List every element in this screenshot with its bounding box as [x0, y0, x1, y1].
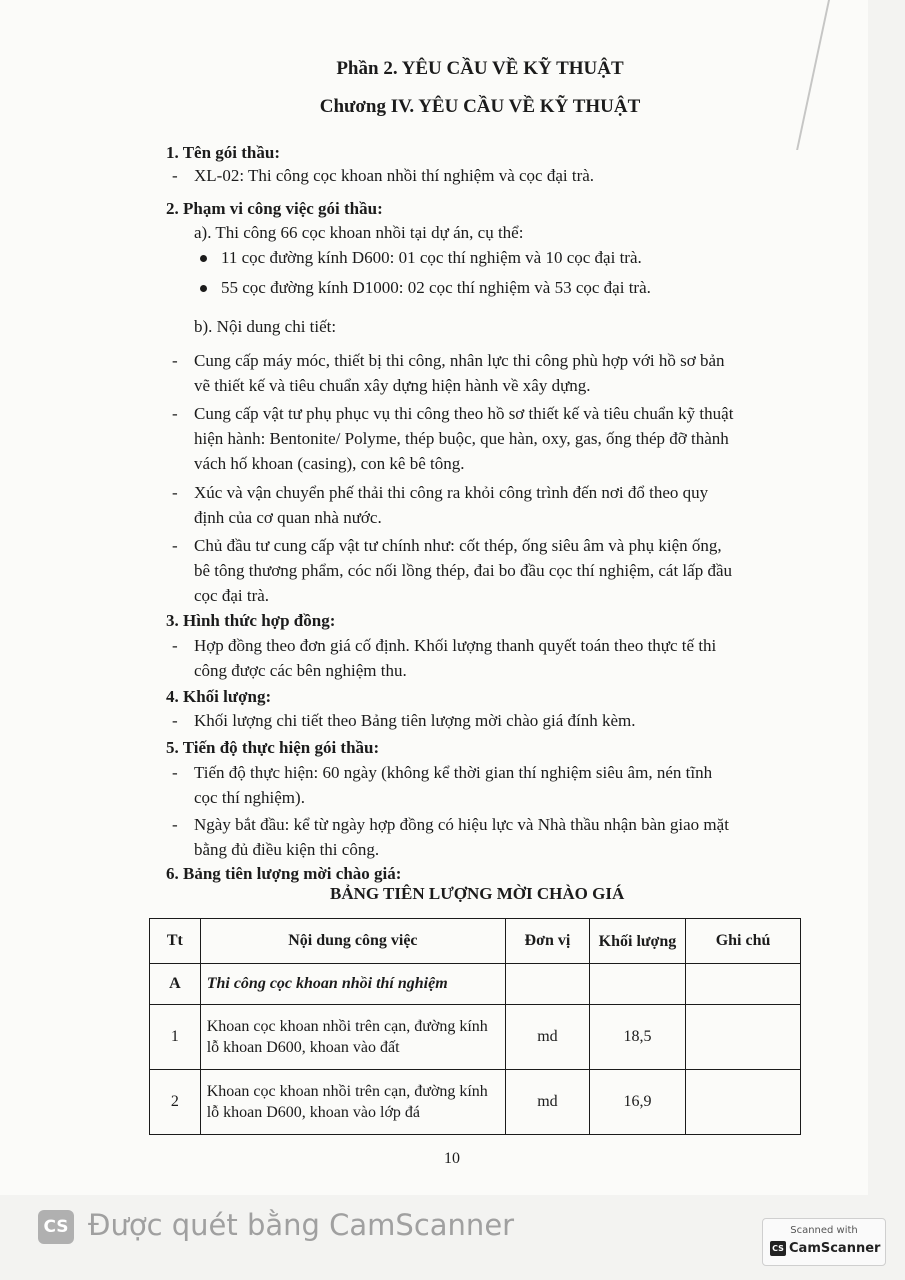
row-qty: 16,9: [589, 1070, 685, 1135]
table-row: [150, 1070, 801, 1135]
section-2-heading: 2. Phạm vi công việc gói thầu:: [166, 199, 383, 218]
detail-3-line: định của cơ quan nhà nước.: [194, 508, 382, 527]
dash-marker: -: [172, 763, 178, 782]
section-4-line: Khối lượng chi tiết theo Bảng tiên lượng mời chào giá đính kèm.: [194, 711, 636, 730]
section-2a: a). Thi công 66 cọc khoan nhồi tại dự án, cụ thể:: [194, 223, 524, 242]
detail-4-line: Chủ đầu tư cung cấp vật tư chính như: cốt thép, ống siêu âm và phụ kiện ống,: [194, 536, 722, 555]
table-caption: BẢNG TIÊN LƯỢNG MỜI CHÀO GIÁ: [330, 884, 625, 903]
col-header-tt: Tt: [150, 919, 201, 964]
scanner-watermark-text: Được quét bằng CamScanner: [88, 1208, 515, 1242]
row-note: [686, 1005, 801, 1070]
col-header-unit: Đơn vị: [506, 919, 590, 964]
section-1-heading: 1. Tên gói thầu:: [166, 143, 280, 162]
col-header-qty: Khối lượng: [589, 919, 685, 964]
section-6-heading: 6. Bảng tiên lượng mời chào giá:: [166, 864, 402, 883]
dash-marker: -: [172, 351, 178, 370]
detail-2-line: Cung cấp vật tư phụ phục vụ thi công theo hồ sơ thiết kế và tiêu chuẩn kỹ thuật: [194, 404, 734, 423]
section-4-heading: 4. Khối lượng:: [166, 687, 272, 706]
row-unit: md: [506, 1070, 590, 1135]
row-tt: 2: [150, 1070, 201, 1135]
row-unit: md: [506, 1005, 590, 1070]
stamp-brand: CamScanner: [789, 1241, 881, 1256]
dash-marker: -: [172, 636, 178, 655]
col-header-note: Ghi chú: [686, 919, 801, 964]
dash-marker: -: [172, 711, 178, 730]
detail-4-line: bê tông thương phẩm, cóc nối lồng thép, đai bo đầu cọc thí nghiệm, cát lấp đầu: [194, 561, 732, 580]
table-cell: [686, 964, 801, 1005]
quotation-table: [149, 918, 801, 1135]
detail-2-line: vách hố khoan (casing), con kê bê tông.: [194, 454, 465, 473]
dash-marker: -: [172, 404, 178, 423]
detail-1-line: Cung cấp máy móc, thiết bị thi công, nhân lực thi công phù hợp với hồ sơ bản: [194, 351, 725, 370]
table-cell: [589, 964, 685, 1005]
row-content: Khoan cọc khoan nhồi trên cạn, đường kính lỗ khoan D600, khoan vào đất: [200, 1005, 505, 1070]
section-3-line: công được các bên nghiệm thu.: [194, 661, 407, 680]
section-2b: b). Nội dung chi tiết:: [194, 317, 337, 336]
dash-marker: -: [172, 483, 178, 502]
section-5-line: Tiến độ thực hiện: 60 ngày (không kể thời gian thí nghiệm siêu âm, nén tĩnh: [194, 763, 713, 782]
page-number: 10: [444, 1150, 460, 1167]
bullet-icon: [200, 255, 207, 262]
row-qty: 18,5: [589, 1005, 685, 1070]
chapter-title: Chương IV. YÊU CẦU VỀ KỸ THUẬT: [319, 96, 641, 117]
camscanner-logo-icon: CS: [38, 1210, 74, 1244]
scanned-with-stamp: [762, 1218, 886, 1266]
table-cell: [506, 964, 590, 1005]
section-3-line: Hợp đồng theo đơn giá cố định. Khối lượng thanh quyết toán theo thực tế thi: [194, 636, 717, 655]
section-5-line: cọc thí nghiệm).: [194, 788, 305, 807]
part-title: Phần 2. YÊU CẦU VỀ KỸ THUẬT: [336, 58, 624, 79]
bullet-icon: [200, 285, 207, 292]
section-2-bullet: 11 cọc đường kính D600: 01 cọc thí nghiệm và 10 cọc đại trà.: [221, 248, 642, 267]
section-5-line: bằng đủ điều kiện thi công.: [194, 840, 380, 859]
section-5-line: Ngày bắt đầu: kể từ ngày hợp đồng có hiệu lực và Nhà thầu nhận bàn giao mặt: [194, 815, 729, 834]
detail-3-line: Xúc và vận chuyển phế thải thi công ra khỏi công trình đến nơi đổ theo quy: [194, 483, 709, 502]
col-header-content: Nội dung công việc: [200, 919, 505, 964]
table-row: [150, 1005, 801, 1070]
stamp-caption: Scanned with: [790, 1225, 858, 1236]
detail-4-line: cọc đại trà.: [194, 586, 270, 605]
row-tt: 1: [150, 1005, 201, 1070]
camscanner-small-logo-icon: CS: [770, 1241, 786, 1256]
table-group-row: [150, 964, 801, 1005]
detail-2-line: hiện hành: Bentonite/ Polyme, thép buộc, que hàn, oxy, gas, ống thép đỡ thành: [194, 429, 729, 448]
dash-marker: -: [172, 536, 178, 555]
dash-marker: -: [172, 166, 178, 185]
section-3-heading: 3. Hình thức hợp đồng:: [166, 611, 336, 630]
group-content: Thi công cọc khoan nhồi thí nghiệm: [200, 964, 505, 1005]
row-note: [686, 1070, 801, 1135]
row-content: Khoan cọc khoan nhồi trên cạn, đường kính lỗ khoan D600, khoan vào lớp đá: [200, 1070, 505, 1135]
detail-1-line: vẽ thiết kế và tiêu chuẩn xây dựng hiện hành về xây dựng.: [194, 376, 591, 395]
section-1-item: XL-02: Thi công cọc khoan nhồi thí nghiệm và cọc đại trà.: [194, 166, 595, 185]
dash-marker: -: [172, 815, 178, 834]
section-2-bullet: 55 cọc đường kính D1000: 02 cọc thí nghiệm và 53 cọc đại trà.: [221, 278, 651, 297]
section-5-heading: 5. Tiến độ thực hiện gói thầu:: [166, 738, 380, 757]
group-tt: A: [150, 964, 201, 1005]
